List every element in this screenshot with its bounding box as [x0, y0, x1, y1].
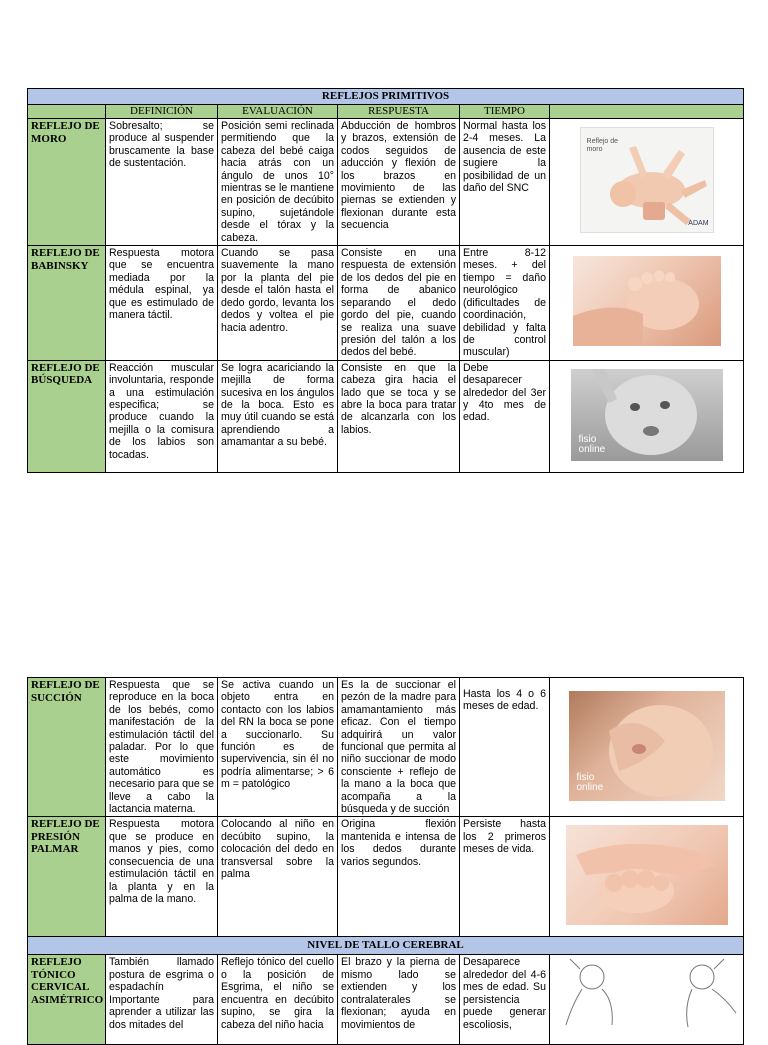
moro-reflex-illustration [580, 127, 714, 233]
definition-cell: Respuesta motora que se encuentra mediada por la médula espinal, ya que es estimulado de manera táctil. [106, 246, 218, 361]
table-row [28, 955, 744, 1045]
reflex-name: REFLEJO DE BABINSKY [28, 246, 106, 361]
baby-sketch-icon [552, 955, 742, 1031]
evaluation-cell: Cuando se pasa suavemente la mano por la planta del pie desde el talón hasta el dedo gordo, levanta los dedos y voltea el pie hacia adentro. [218, 246, 338, 361]
primitive-reflexes-table [27, 88, 744, 473]
reflex-name: REFLEJO DE BÚSQUEDA [28, 360, 106, 472]
definition-cell: También llamado postura de esgrima o espadachín Importante para aprender a utilizar las dos mitades del [106, 955, 218, 1045]
definition-cell: Respuesta que se reproduce en la boca de los bebés, como manifestación de la estimulación táctil del paladar. Por lo que este movimiento automático es necesario para que se lleve a cabo la lactancia materna. [106, 678, 218, 817]
response-cell: Abducción de hombros y brazos, extensión de codos seguidos de aducción y flexión de los brazos en movimiento de las piernas se extienden y flexionan durante esta secuencia [338, 119, 460, 246]
babinski-reflex-photo [573, 256, 721, 346]
image-cell [550, 817, 744, 937]
header-tiempo: TIEMPO [460, 105, 550, 119]
response-cell: Es la de succionar el pezón de la madre para amamantamiento más eficaz. Con el tiempo adquirirá un valor funcional que permita al niño succionar de modo consciente + reflejo de la mano a la boca que acompaña a la búsqueda y de succión [338, 678, 460, 817]
evaluation-cell: Reflejo tónico del cuello o la posición de Esgrima, el niño se encuentra en decúbito supino, se gira la cabeza del niño hacia [218, 955, 338, 1045]
time-cell: Desaparece alrededor del 4-6 mes de edad. Su persistencia puede generar escoliosis, [460, 955, 550, 1045]
image-cell [550, 678, 744, 817]
table-row [28, 817, 744, 937]
table-row [28, 360, 744, 472]
definition-cell: Reacción muscular involuntaria, responde a una estimulación especifica; se produce cuando la mejilla o la comisura de los labios son tocadas. [106, 360, 218, 472]
atnr-sketch [552, 955, 742, 1031]
response-cell: Origina flexión mantenida e intensa de los dedos durante varios segundos. [338, 817, 460, 937]
reflexes-table-continued [27, 677, 744, 1045]
evaluation-cell: Posición semi reclinada permitiendo que la cabeza del bebé caiga hacia atrás con un ángulo de unos 10° mientras se le mantiene en posición de decúbito supino, sujetándole desde el tórax y la cabeza. [218, 119, 338, 246]
header-empty [28, 105, 106, 119]
image-credit: ADAM [688, 219, 709, 227]
palmar-grasp-photo [566, 825, 728, 925]
image-cell [550, 119, 744, 246]
table-row [28, 119, 744, 246]
sucking-reflex-photo [569, 691, 725, 801]
definition-cell: Respuesta motora que se produce en manos y pies, como consecuencia de una estimulación táctil en la planta y en la palma de la mano. [106, 817, 218, 937]
table-row [28, 246, 744, 361]
section-subtitle: NIVEL DE TALLO CEREBRAL [28, 937, 744, 955]
time-cell: Entre 8-12 meses. + del tiempo = daño neurológico (dificultades de coordinación, debilidad y falta de control muscular) [460, 246, 550, 361]
definition-cell: Sobresalto; se produce al suspender bruscamente la base de sustentación. [106, 119, 218, 246]
baby-hand-icon [566, 825, 728, 925]
header-image [550, 105, 744, 119]
fisio-online-logo: fisio online [578, 433, 606, 455]
response-cell: El brazo y la pierna de mismo lado se extienden y los contralaterales se flexionan; ayuda en movimientos de [338, 955, 460, 1045]
table-row [28, 678, 744, 817]
reflex-name: REFLEJO DE SUCCIÓN [28, 678, 106, 817]
image-cell [550, 246, 744, 361]
table-title: REFLEJOS PRIMITIVOS [28, 89, 744, 105]
header-respuesta: RESPUESTA [338, 105, 460, 119]
header-definicion: DEFINICIÓN [106, 105, 218, 119]
evaluation-cell: Se activa cuando un objeto entra en contacto con los labios del RN la boca se pone a succionarlo. Su función es de supervivencia, sin él no podría alimentarse; > 6 m = patológico [218, 678, 338, 817]
reflex-name: REFLEJO DE MORO [28, 119, 106, 246]
response-cell: Consiste en una respuesta de extensión de los dedos del pie en forma de abanico separando el dedo gordo del pie, cuando se realiza una suave presión del talón a los dedos del bebé. [338, 246, 460, 361]
reflex-name: REFLEJO TÓNICO CERVICAL ASIMÉTRICO [28, 955, 106, 1045]
time-cell: Hasta los 4 o 6 meses de edad. [460, 678, 550, 817]
response-cell: Consiste en que la cabeza gira hacia el lado que se toca y se abre la boca para tratar de alcanzarla con los labios. [338, 360, 460, 472]
fisio-online-logo: fisio online [576, 771, 604, 793]
evaluation-cell: Se logra acariciando la mejilla de forma sucesiva en los ángulos de la boca. Esto es muy útil cuando se está aprendiendo a amamantar a su bebé. [218, 360, 338, 472]
reflex-name: REFLEJO DE PRESIÓN PALMAR [28, 817, 106, 937]
time-cell: Debe desaparecer alrededor del 3er y 4to mes de edad. [460, 360, 550, 472]
baby-foot-icon [573, 256, 721, 346]
time-cell: Persiste hasta los 2 primeros meses de vida. [460, 817, 550, 937]
image-cell [550, 955, 744, 1045]
time-cell: Normal hasta los 2-4 meses. La ausencia de este sugiere la posibilidad de un daño del SNC [460, 119, 550, 246]
evaluation-cell: Colocando al niño en decúbito supino, la colocación del dedo en transversal sobre la palma [218, 817, 338, 937]
image-caption: Reflejo de moro [586, 138, 619, 154]
header-evaluacion: EVALUACIÓN [218, 105, 338, 119]
rooting-reflex-photo [571, 369, 723, 461]
image-cell [550, 360, 744, 472]
